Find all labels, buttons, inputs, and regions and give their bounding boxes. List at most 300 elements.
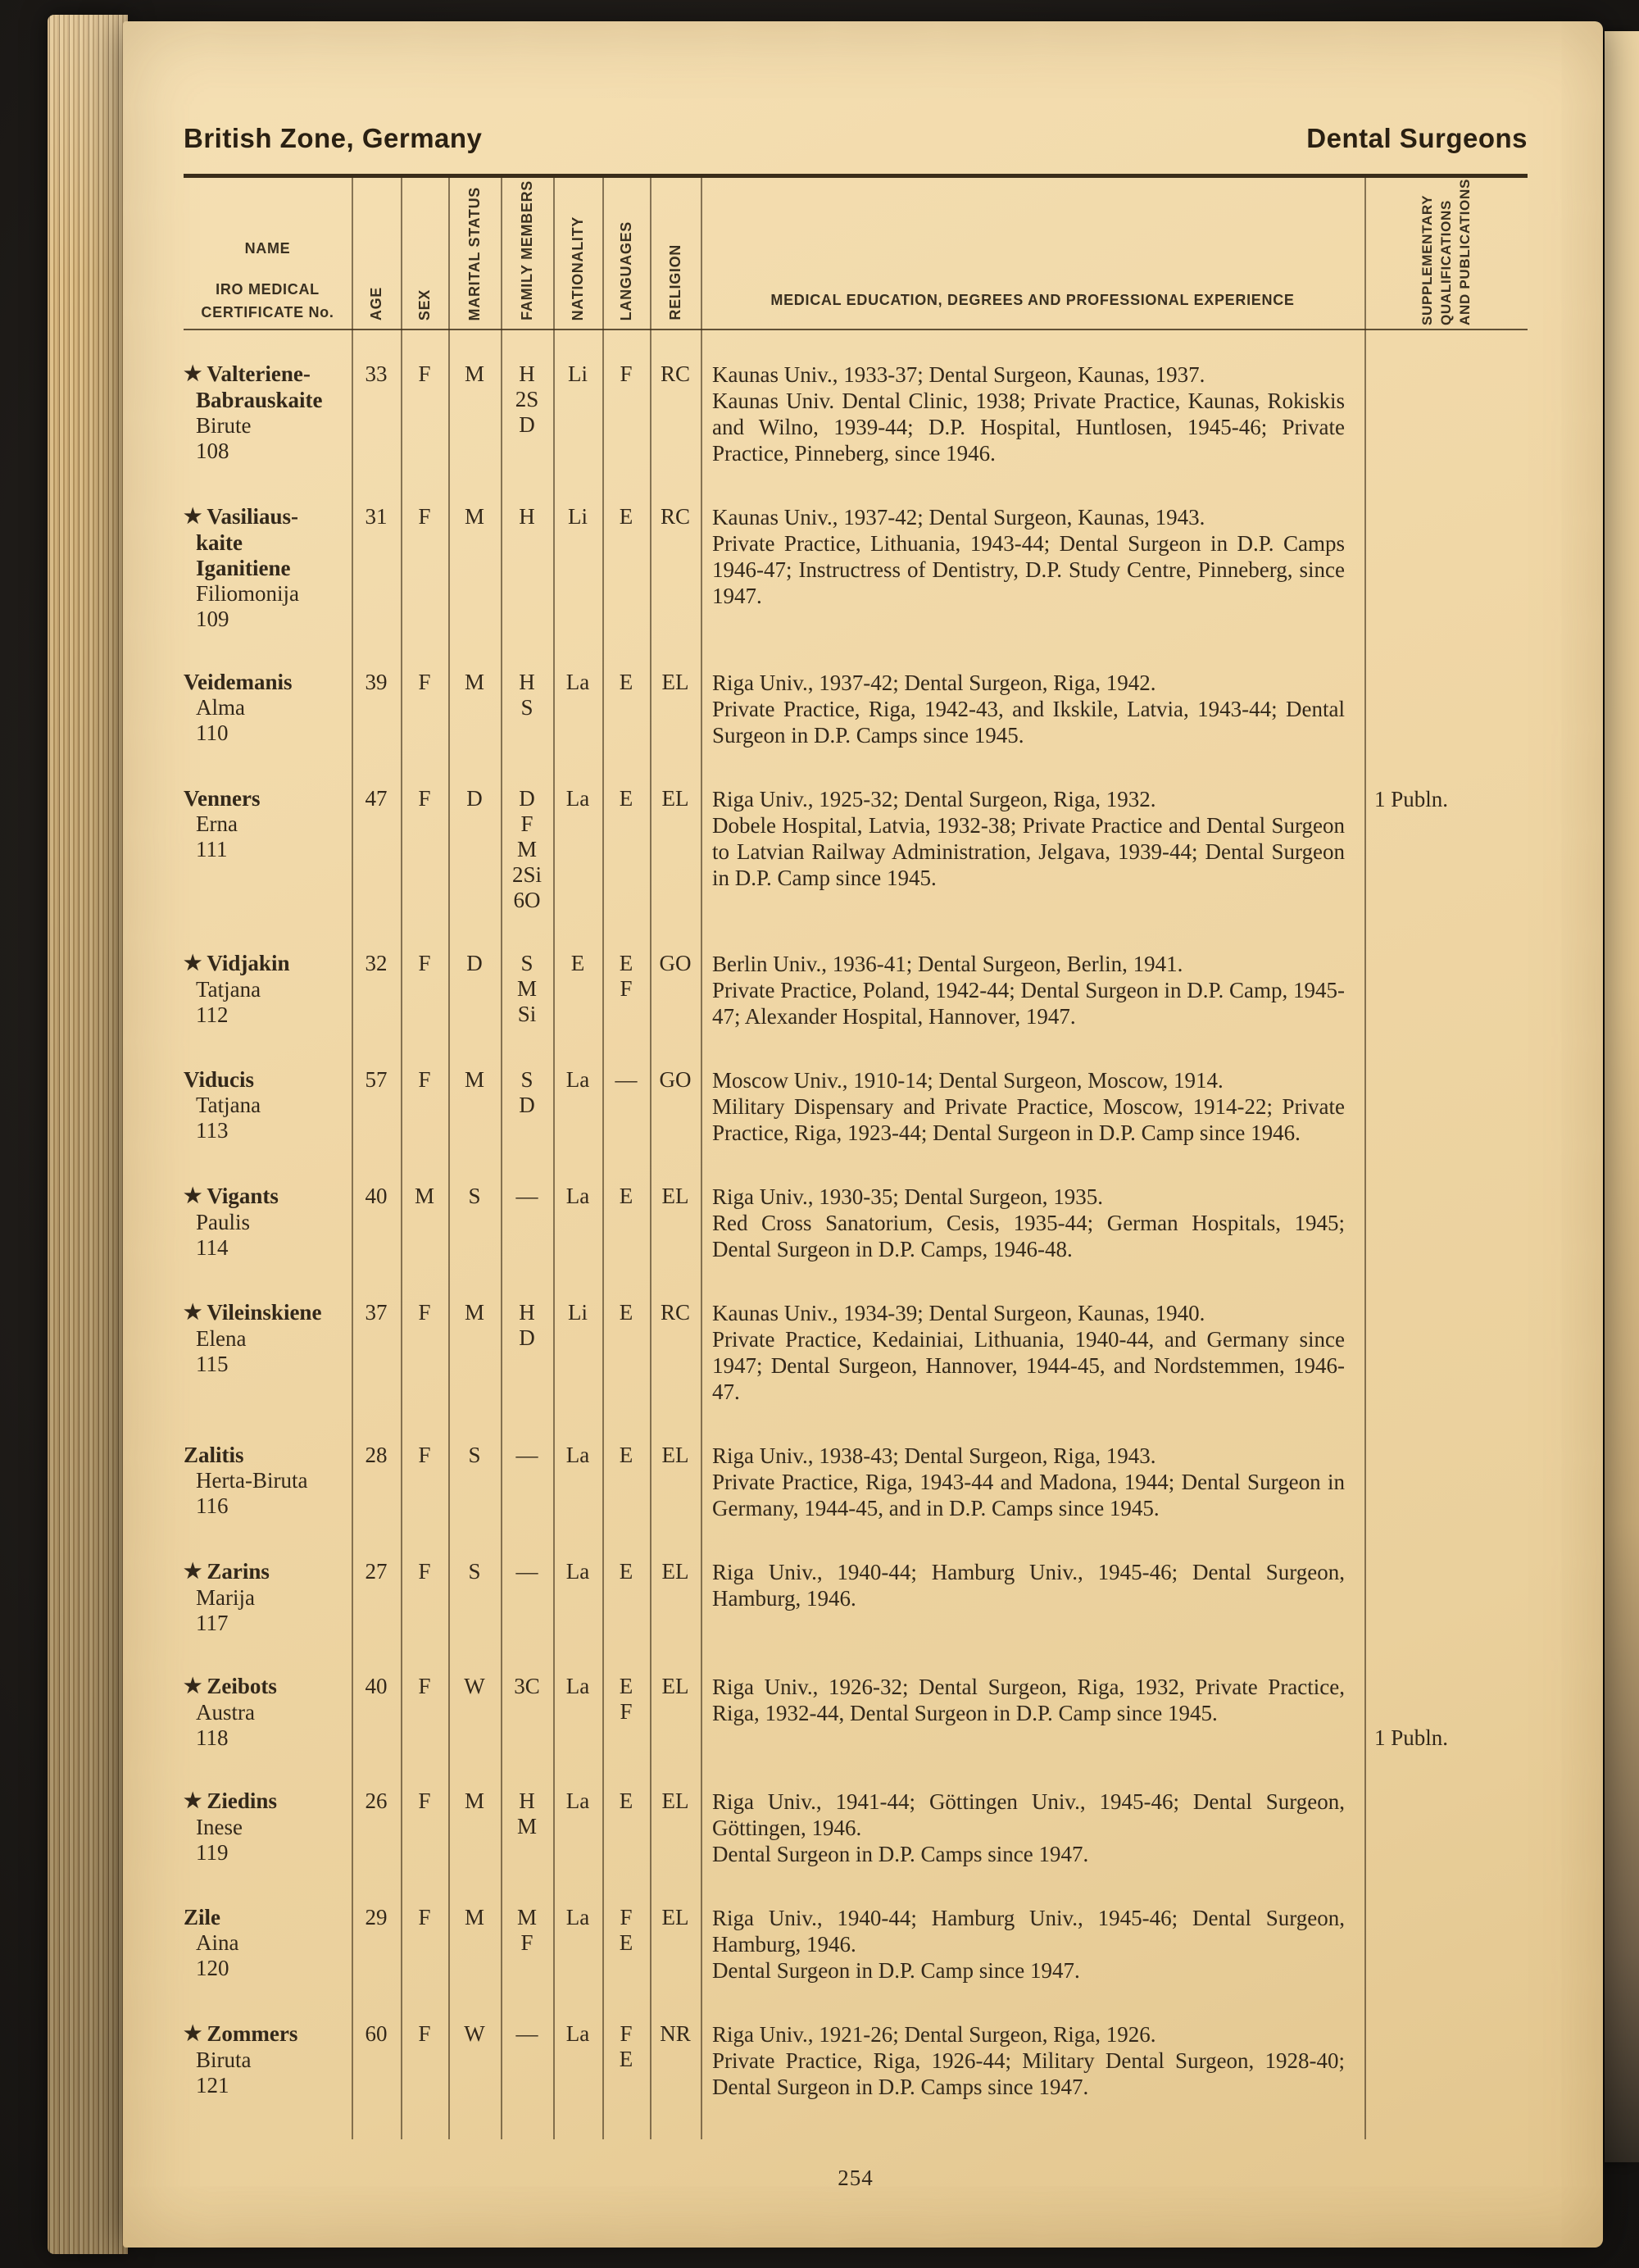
education-cell bbox=[701, 361, 1364, 466]
certificate-number: 110 bbox=[196, 720, 229, 745]
age-value: 40 bbox=[365, 1184, 388, 1208]
page-number: 254 bbox=[838, 2166, 874, 2190]
sex-cell bbox=[401, 1559, 448, 1636]
sex-value: F bbox=[418, 1300, 431, 1325]
marital-status-cell bbox=[448, 1184, 501, 1262]
given-name-line: Tatjana bbox=[196, 1093, 261, 1117]
marital-status-cell bbox=[448, 1067, 501, 1146]
table-row bbox=[184, 1788, 1528, 1867]
name-cell bbox=[184, 2021, 352, 2100]
name-cell bbox=[184, 1300, 352, 1405]
family-members-value: — bbox=[515, 1184, 538, 1208]
column-divider bbox=[701, 178, 702, 2139]
languages-cell bbox=[602, 361, 650, 466]
given-name-line: Aina bbox=[196, 1930, 239, 1955]
name-cell bbox=[184, 1788, 352, 1867]
marital-status-value: M bbox=[464, 504, 484, 529]
education-paragraph: Riga Univ., 1926-32; Dental Surgeon, Riga, 1932, Private Practice, Riga, 1932-44, Dental Surgeon in D.P. Camp since 1945. bbox=[712, 1675, 1345, 1725]
star-icon: ★ bbox=[184, 1790, 202, 1812]
surname-line bbox=[184, 1905, 352, 1930]
religion-cell bbox=[650, 1184, 701, 1262]
family-members-cell bbox=[501, 1559, 553, 1636]
family-members-value: — bbox=[515, 2021, 538, 2046]
age-cell bbox=[352, 1443, 401, 1521]
given-name-line: Marija bbox=[196, 1585, 255, 1610]
table-row bbox=[184, 1184, 1528, 1262]
sex-value: F bbox=[418, 1674, 431, 1698]
languages-value: E bbox=[619, 1930, 633, 1955]
languages-cell bbox=[602, 1559, 650, 1636]
age-cell bbox=[352, 1905, 401, 1984]
languages-value: E bbox=[619, 1184, 633, 1208]
surname-line bbox=[184, 1184, 352, 1210]
surname-line bbox=[184, 1559, 352, 1585]
age-value: 39 bbox=[365, 670, 388, 694]
given-name-line: Biruta bbox=[196, 2048, 252, 2072]
nationality-cell bbox=[553, 361, 602, 466]
languages-cell bbox=[602, 1788, 650, 1867]
supplementary-cell bbox=[1364, 1559, 1528, 1636]
religion-value: EL bbox=[661, 1559, 689, 1584]
nationality-cell bbox=[553, 1559, 602, 1636]
sex-cell bbox=[401, 670, 448, 748]
languages-value: E bbox=[619, 670, 633, 694]
marital-status-value: S bbox=[468, 1559, 481, 1584]
age-value: 27 bbox=[365, 1559, 388, 1584]
religion-cell bbox=[650, 786, 701, 913]
family-members-cell bbox=[501, 670, 553, 748]
supplementary-cell bbox=[1364, 786, 1528, 913]
family-members-cell bbox=[501, 1067, 553, 1146]
sex-value: F bbox=[418, 1443, 431, 1467]
family-members-value: D bbox=[519, 1325, 535, 1350]
family-members-value: H bbox=[519, 361, 535, 386]
religion-cell bbox=[650, 951, 701, 1029]
languages-cell bbox=[602, 1067, 650, 1146]
religion-cell bbox=[650, 361, 701, 466]
education-paragraph: Private Practice, Poland, 1942-44; Dental Surgeon in D.P. Camp, 1945-47; Alexander Hospital, Hannover, 1947. bbox=[712, 978, 1345, 1029]
marital-status-value: S bbox=[468, 1184, 481, 1208]
marital-status-cell bbox=[448, 1300, 501, 1405]
education-paragraph: Dobele Hospital, Latvia, 1932-38; Private Practice and Dental Surgeon to Latvian Railway Administration, Jelgava, 1939-44; Dental Surgeon in D.P. Camp since 1945. bbox=[712, 813, 1345, 890]
name-cell bbox=[184, 951, 352, 1029]
sex-value: F bbox=[418, 1559, 431, 1584]
supplementary-cell bbox=[1364, 1674, 1528, 1751]
nationality-value: La bbox=[565, 2021, 590, 2046]
nationality-value: Li bbox=[568, 1300, 588, 1325]
nationality-cell bbox=[553, 951, 602, 1029]
surname-text: Valteriene- bbox=[207, 361, 311, 386]
nationality-cell bbox=[553, 1905, 602, 1984]
surname-text: Zommers bbox=[207, 2021, 298, 2046]
col-header-nationality: NATIONALITY bbox=[569, 216, 586, 320]
age-value: 29 bbox=[365, 1905, 388, 1929]
age-value: 26 bbox=[365, 1788, 388, 1813]
family-members-value: 2Si bbox=[511, 862, 543, 887]
age-value: 60 bbox=[365, 2021, 388, 2046]
surname-text: Vasiliaus- bbox=[207, 504, 298, 529]
table-row bbox=[184, 361, 1528, 466]
col-header-name-line: IRO MEDICAL bbox=[216, 281, 320, 298]
religion-value: RC bbox=[660, 504, 691, 529]
languages-cell bbox=[602, 1674, 650, 1751]
education-paragraph: Riga Univ., 1941-44; Göttingen Univ., 1945-46; Dental Surgeon, Göttingen, 1946. bbox=[712, 1789, 1345, 1840]
marital-status-value: D bbox=[466, 951, 483, 975]
sex-cell bbox=[401, 1300, 448, 1405]
family-members-value: S bbox=[520, 695, 533, 720]
languages-value: F bbox=[620, 1699, 633, 1724]
star-icon: ★ bbox=[184, 2023, 202, 2045]
age-cell bbox=[352, 670, 401, 748]
nationality-value: La bbox=[565, 1443, 590, 1467]
family-members-value: — bbox=[515, 1443, 538, 1467]
family-members-cell bbox=[501, 1905, 553, 1984]
supplementary-cell bbox=[1364, 361, 1528, 466]
age-value: 32 bbox=[365, 951, 388, 975]
family-members-cell bbox=[501, 504, 553, 632]
surname-text: Venners bbox=[184, 786, 261, 811]
certificate-number: 118 bbox=[196, 1725, 229, 1750]
education-cell bbox=[701, 1443, 1364, 1521]
sex-value: F bbox=[418, 786, 431, 811]
star-icon: ★ bbox=[184, 363, 202, 385]
surname-text: Zile bbox=[184, 1905, 220, 1929]
sex-cell bbox=[401, 1184, 448, 1262]
languages-cell bbox=[602, 1184, 650, 1262]
education-paragraph: Kaunas Univ., 1934-39; Dental Surgeon, Kaunas, 1940. bbox=[712, 1301, 1205, 1325]
marital-status-cell bbox=[448, 1788, 501, 1867]
given-name-line: Filiomonija bbox=[196, 581, 300, 606]
education-paragraph: Riga Univ., 1925-32; Dental Surgeon, Riga, 1932. bbox=[712, 787, 1156, 811]
age-value: 40 bbox=[365, 1674, 388, 1698]
col-header-name-line: NAME bbox=[244, 240, 291, 257]
marital-status-value: M bbox=[464, 1067, 484, 1092]
nationality-cell bbox=[553, 2021, 602, 2100]
education-paragraph: Riga Univ., 1937-42; Dental Surgeon, Riga, 1942. bbox=[712, 670, 1156, 695]
col-header-supplementary-line: SUPPLEMENTARY bbox=[1419, 194, 1435, 325]
religion-value: RC bbox=[660, 361, 691, 386]
certificate-number: 119 bbox=[196, 1840, 229, 1865]
name-cell bbox=[184, 786, 352, 913]
supplementary-cell bbox=[1364, 1300, 1528, 1405]
religion-value: GO bbox=[659, 1067, 692, 1092]
surname-line bbox=[184, 786, 352, 811]
education-paragraph: Dental Surgeon in D.P. Camp since 1947. bbox=[712, 1958, 1080, 1983]
surname-text: Vigants bbox=[207, 1184, 279, 1208]
sex-cell bbox=[401, 1067, 448, 1146]
family-members-value: Si bbox=[517, 1002, 537, 1026]
religion-cell bbox=[650, 1443, 701, 1521]
education-paragraph: Berlin Univ., 1936-41; Dental Surgeon, Berlin, 1941. bbox=[712, 952, 1183, 976]
given-name-line: Alma bbox=[196, 695, 245, 720]
age-cell bbox=[352, 1559, 401, 1636]
languages-value: E bbox=[619, 1443, 633, 1467]
surname-line bbox=[184, 1674, 352, 1700]
star-icon: ★ bbox=[184, 1302, 202, 1324]
surname-text: Veidemanis bbox=[184, 670, 293, 694]
languages-value: E bbox=[619, 951, 633, 975]
nationality-cell bbox=[553, 1300, 602, 1405]
marital-status-cell bbox=[448, 504, 501, 632]
nationality-value: La bbox=[565, 786, 590, 811]
marital-status-value: M bbox=[464, 1300, 484, 1325]
publication-note: 1 Publn. bbox=[1374, 1725, 1449, 1750]
certificate-number: 114 bbox=[196, 1235, 229, 1260]
education-paragraph: Military Dispensary and Private Practice, Moscow, 1914-22; Private Practice, Riga, 1923-44; Dental Surgeon in D.P. Camp since 1946. bbox=[712, 1094, 1345, 1145]
languages-cell bbox=[602, 1443, 650, 1521]
star-icon: ★ bbox=[184, 1675, 202, 1698]
supplementary-cell bbox=[1364, 2021, 1528, 2100]
name-cell bbox=[184, 1905, 352, 1984]
religion-value: RC bbox=[660, 1300, 691, 1325]
age-value: 28 bbox=[365, 1443, 388, 1467]
name-cell bbox=[184, 1674, 352, 1751]
marital-status-cell bbox=[448, 1674, 501, 1751]
marital-status-value: S bbox=[468, 1443, 481, 1467]
surname-text: Vidjakin bbox=[207, 951, 290, 975]
sex-cell bbox=[401, 1443, 448, 1521]
education-cell bbox=[701, 504, 1364, 632]
supplementary-cell bbox=[1364, 1443, 1528, 1521]
languages-value: F bbox=[620, 976, 633, 1001]
family-members-value: F bbox=[520, 1930, 533, 1955]
marital-status-cell bbox=[448, 1559, 501, 1636]
region-title: British Zone, Germany bbox=[184, 123, 483, 153]
languages-value: E bbox=[619, 1300, 633, 1325]
col-header-age: AGE bbox=[367, 286, 384, 320]
education-paragraph: Private Practice, Kedainiai, Lithuania, 1940-44, and Germany since 1947; Dental Surgeon, Hannover, 1944-45, and Nordstemmen, 1946-47. bbox=[712, 1327, 1345, 1404]
column-divider bbox=[1364, 178, 1366, 2139]
religion-value: EL bbox=[661, 1788, 689, 1813]
nationality-cell bbox=[553, 1184, 602, 1262]
education-paragraph: Private Practice, Riga, 1942-43, and Ikskile, Latvia, 1943-44; Dental Surgeon in D.P. Camps since 1945. bbox=[712, 697, 1345, 748]
education-cell bbox=[701, 1674, 1364, 1751]
marital-status-value: D bbox=[466, 786, 483, 811]
col-header-supplementary bbox=[1364, 178, 1528, 329]
religion-value: EL bbox=[661, 1443, 689, 1467]
education-cell bbox=[701, 2021, 1364, 2100]
languages-value: E bbox=[619, 786, 633, 811]
name-cell bbox=[184, 670, 352, 748]
education-cell bbox=[701, 1184, 1364, 1262]
col-header-languages: LANGUAGES bbox=[617, 220, 634, 320]
sex-value: F bbox=[418, 1905, 431, 1929]
supplementary-cell bbox=[1364, 1788, 1528, 1867]
age-cell bbox=[352, 951, 401, 1029]
certificate-number: 112 bbox=[196, 1002, 229, 1027]
education-paragraph: Private Practice, Riga, 1943-44 and Madona, 1944; Dental Surgeon in Germany, 1944-45, and in D.P. Camps since 1945. bbox=[712, 1470, 1345, 1520]
surname-line: Babrauskaite bbox=[196, 388, 323, 412]
table-row bbox=[184, 2021, 1528, 2100]
sex-cell bbox=[401, 1674, 448, 1751]
family-members-value: 3C bbox=[514, 1674, 540, 1698]
supplementary-cell bbox=[1364, 1067, 1528, 1146]
age-value: 37 bbox=[365, 1300, 388, 1325]
name-cell bbox=[184, 361, 352, 466]
religion-cell bbox=[650, 504, 701, 632]
table-row bbox=[184, 1300, 1528, 1405]
sex-cell bbox=[401, 504, 448, 632]
languages-value: E bbox=[619, 1788, 633, 1813]
family-members-cell bbox=[501, 1300, 553, 1405]
table-row bbox=[184, 1674, 1528, 1751]
given-name-line: Paulis bbox=[196, 1210, 251, 1234]
publication-note: 1 Publn. bbox=[1374, 787, 1449, 811]
education-cell bbox=[701, 1905, 1364, 1984]
family-members-value: 6O bbox=[513, 888, 541, 912]
marital-status-cell bbox=[448, 361, 501, 466]
nationality-cell bbox=[553, 1067, 602, 1146]
col-header-name bbox=[184, 178, 352, 329]
marital-status-cell bbox=[448, 1443, 501, 1521]
religion-cell bbox=[650, 670, 701, 748]
education-paragraph: Moscow Univ., 1910-14; Dental Surgeon, Moscow, 1914. bbox=[712, 1068, 1224, 1093]
given-name-line: Inese bbox=[196, 1815, 243, 1839]
certificate-number: 111 bbox=[196, 837, 228, 861]
table-header bbox=[184, 178, 1528, 330]
family-members-value: M bbox=[516, 1905, 537, 1929]
sex-value: F bbox=[418, 361, 431, 386]
surname-text: Zeibots bbox=[207, 1674, 277, 1698]
sex-value: F bbox=[418, 670, 431, 694]
supplementary-cell bbox=[1364, 951, 1528, 1029]
col-header-religion: RELIGION bbox=[666, 244, 683, 320]
surname-line bbox=[184, 504, 352, 530]
table-row bbox=[184, 1067, 1528, 1146]
marital-status-cell bbox=[448, 2021, 501, 2100]
nationality-cell bbox=[553, 670, 602, 748]
nationality-value: La bbox=[565, 1788, 590, 1813]
col-header-education: MEDICAL EDUCATION, DEGREES AND PROFESSIONAL EXPERIENCE bbox=[770, 292, 1295, 308]
column-divider bbox=[602, 178, 604, 2139]
languages-value: E bbox=[619, 1674, 633, 1698]
nationality-cell bbox=[553, 1443, 602, 1521]
religion-cell bbox=[650, 1559, 701, 1636]
religion-value: EL bbox=[661, 1184, 689, 1208]
name-cell bbox=[184, 504, 352, 632]
religion-cell bbox=[650, 1300, 701, 1405]
table-row bbox=[184, 1443, 1528, 1521]
column-divider bbox=[553, 178, 555, 2139]
surname-line bbox=[184, 1067, 352, 1093]
certificate-number: 117 bbox=[196, 1611, 229, 1635]
col-header-supplementary-line: QUALIFICATIONS bbox=[1438, 199, 1454, 325]
education-paragraph: Private Practice, Riga, 1926-44; Military Dental Surgeon, 1928-40; Dental Surgeon in D.P. Camps since 1947. bbox=[712, 2048, 1345, 2099]
nationality-value: La bbox=[565, 1559, 590, 1584]
surname-line bbox=[184, 951, 352, 977]
family-members-value: D bbox=[519, 412, 535, 437]
family-members-value: F bbox=[520, 811, 533, 836]
family-members-cell bbox=[501, 1443, 553, 1521]
age-cell bbox=[352, 504, 401, 632]
education-paragraph: Kaunas Univ., 1933-37; Dental Surgeon, Kaunas, 1937. bbox=[712, 362, 1205, 387]
given-name-line: Birute bbox=[196, 413, 252, 438]
surname-line bbox=[184, 2021, 352, 2048]
marital-status-cell bbox=[448, 670, 501, 748]
column-divider bbox=[352, 178, 353, 2139]
sex-cell bbox=[401, 361, 448, 466]
table-row bbox=[184, 951, 1528, 1029]
family-members-value: H bbox=[519, 1788, 535, 1813]
given-name-line: Erna bbox=[196, 811, 238, 836]
surname-line bbox=[184, 1788, 352, 1815]
star-icon: ★ bbox=[184, 1185, 202, 1207]
religion-value: EL bbox=[661, 670, 689, 694]
nationality-cell bbox=[553, 504, 602, 632]
family-members-cell bbox=[501, 951, 553, 1029]
name-cell bbox=[184, 1067, 352, 1146]
certificate-number: 120 bbox=[196, 1956, 229, 1980]
page-header bbox=[184, 120, 1528, 154]
education-paragraph: Kaunas Univ. Dental Clinic, 1938; Private Practice, Kaunas, Rokiskis and Wilno, 1939-44; D.P. Hospital, Huntlosen, 1945-46; Private Practice, Pinneberg, since 1946. bbox=[712, 389, 1345, 466]
column-divider bbox=[401, 178, 402, 2139]
table-row bbox=[184, 786, 1528, 913]
marital-status-value: M bbox=[464, 670, 484, 694]
education-cell bbox=[701, 670, 1364, 748]
col-header-name-line: CERTIFICATE No. bbox=[201, 304, 334, 320]
sex-value: F bbox=[418, 1788, 431, 1813]
family-members-cell bbox=[501, 786, 553, 913]
family-members-value: M bbox=[516, 837, 537, 861]
age-cell bbox=[352, 1184, 401, 1262]
languages-cell bbox=[602, 951, 650, 1029]
surname-text: Zalitis bbox=[184, 1443, 244, 1467]
table-row bbox=[184, 504, 1528, 632]
languages-value: F bbox=[620, 361, 633, 386]
certificate-number: 109 bbox=[196, 607, 229, 631]
religion-value: EL bbox=[661, 786, 689, 811]
education-paragraph: Riga Univ., 1921-26; Dental Surgeon, Riga, 1926. bbox=[712, 2022, 1156, 2047]
education-paragraph: Riga Univ., 1940-44; Hamburg Univ., 1945-46; Dental Surgeon, Hamburg, 1946. bbox=[712, 1906, 1345, 1957]
surname-line bbox=[184, 670, 352, 695]
certificate-number: 116 bbox=[196, 1493, 229, 1518]
book-page-edges bbox=[48, 15, 128, 2254]
surname-text: Vileinskiene bbox=[207, 1300, 322, 1325]
family-members-value: H bbox=[519, 1300, 535, 1325]
languages-cell bbox=[602, 2021, 650, 2100]
nationality-value: Li bbox=[568, 504, 588, 529]
religion-value: EL bbox=[661, 1674, 689, 1698]
name-cell bbox=[184, 1184, 352, 1262]
education-cell bbox=[701, 786, 1364, 913]
surname-line: Iganitiene bbox=[196, 556, 291, 580]
sex-cell bbox=[401, 2021, 448, 2100]
education-paragraph: Riga Univ., 1940-44; Hamburg Univ., 1945-46; Dental Surgeon, Hamburg, 1946. bbox=[712, 1560, 1345, 1611]
sex-cell bbox=[401, 1905, 448, 1984]
nationality-cell bbox=[553, 1788, 602, 1867]
given-name-line: Austra bbox=[196, 1700, 255, 1725]
languages-cell bbox=[602, 670, 650, 748]
col-header-marital-status: MARITAL STATUS bbox=[465, 186, 483, 320]
star-icon: ★ bbox=[184, 506, 202, 528]
certificate-number: 115 bbox=[196, 1352, 229, 1376]
family-members-value: S bbox=[520, 1067, 533, 1092]
age-value: 33 bbox=[365, 361, 388, 386]
religion-cell bbox=[650, 1674, 701, 1751]
sex-value: F bbox=[418, 2021, 431, 2046]
education-paragraph: Kaunas Univ., 1937-42; Dental Surgeon, Kaunas, 1943. bbox=[712, 505, 1205, 530]
religion-value: EL bbox=[661, 1905, 689, 1929]
family-members-cell bbox=[501, 2021, 553, 2100]
table-row bbox=[184, 1905, 1528, 1984]
marital-status-value: M bbox=[464, 1788, 484, 1813]
nationality-value: La bbox=[565, 670, 590, 694]
star-icon: ★ bbox=[184, 952, 202, 975]
surname-line bbox=[184, 361, 352, 388]
directory-page bbox=[123, 21, 1603, 2248]
name-cell bbox=[184, 1443, 352, 1521]
religion-cell bbox=[650, 1788, 701, 1867]
